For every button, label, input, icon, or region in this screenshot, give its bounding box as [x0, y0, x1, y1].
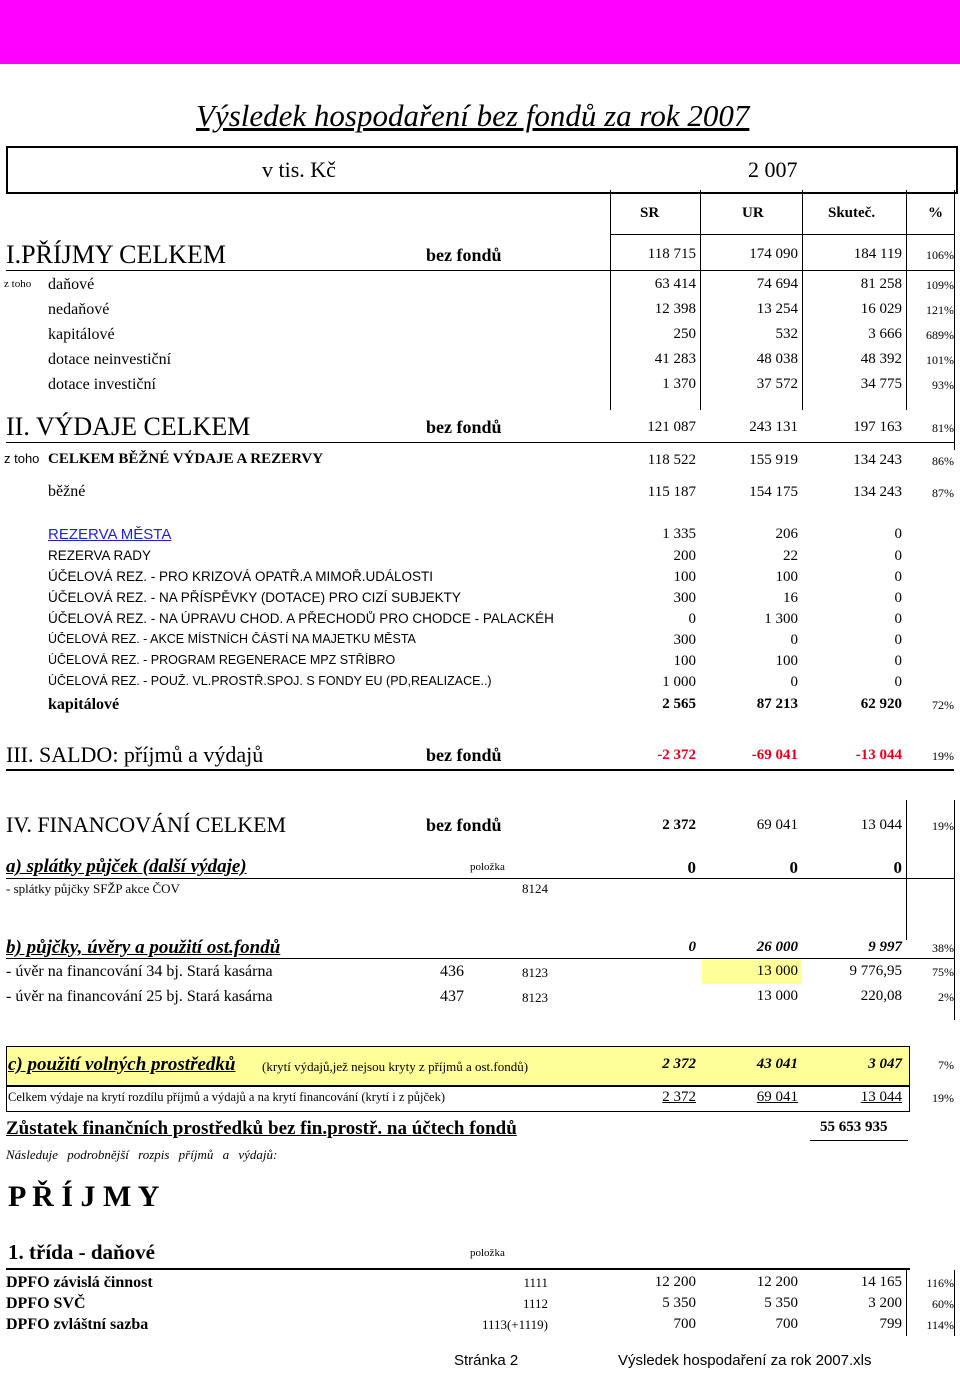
fin-ur: 69 041: [756, 817, 798, 833]
credit-row-label: - úvěr na financování 34 bj. Stará kasárna: [6, 963, 273, 980]
prijmy-row-pct: 101%: [926, 353, 954, 367]
rezerva-row-skut: 0: [894, 569, 902, 585]
fin-celkem-ur: 69 041: [756, 1089, 798, 1105]
bezne-rez-skut: 134 243: [853, 452, 902, 468]
fin-a-label: a) splátky půjček (další výdaje): [6, 856, 247, 877]
grid-line: [906, 800, 907, 940]
fin-celkem-pct: 19%: [932, 1091, 954, 1105]
grid-line: [802, 190, 803, 410]
prijmy-row-skut: 34 775: [860, 376, 902, 392]
credit-row-code: 8123: [522, 990, 548, 1005]
kapitalove-pct: 72%: [932, 698, 954, 712]
bezne-skut: 134 243: [853, 484, 902, 500]
dpfo-row-skut: 799: [879, 1316, 902, 1332]
fin-a-skut: 0: [893, 858, 902, 877]
bezne-rez-pct: 86%: [932, 454, 954, 468]
vydaje-qual: bez fondů: [426, 417, 502, 437]
fin-celkem-sr: 2 372: [662, 1089, 696, 1105]
page-title: Výsledek hospodaření bez fondů za rok 2007: [196, 98, 750, 133]
bezne-sr: 115 187: [647, 484, 696, 500]
credit-row-skut: 9 776,95: [849, 963, 902, 979]
credit-row-ur: 13 000: [756, 988, 798, 1004]
prijmy-ztoho: z toho: [4, 278, 32, 290]
credit-row-num: 436: [440, 963, 464, 980]
fin-b-label: b) půjčky, úvěry a použití ost.fondů: [6, 937, 281, 958]
rezerva-row-skut: 0: [894, 548, 902, 564]
rezerva-row-ur: 100: [775, 569, 798, 585]
rezerva-mesta-link[interactable]: REZERVA MĚSTA: [48, 526, 172, 543]
col-header-skut: Skuteč.: [828, 205, 876, 221]
dpfo-row-label: DPFO SVČ: [6, 1295, 86, 1312]
fin-c-ur: 43 041: [756, 1056, 798, 1072]
col-header-pct: %: [928, 205, 943, 221]
dpfo-row-code: 1111: [523, 1275, 548, 1290]
prijmy-row-pct: 93%: [932, 378, 954, 392]
prijmy-row-skut: 81 258: [860, 276, 902, 292]
fin-a-row-code: 8124: [522, 881, 548, 896]
rezerva-row-label: ÚČELOVÁ REZ. - POUŽ. VL.PROSTŘ.SPOJ. S FONDY EU (PD,REALIZACE..): [48, 674, 492, 688]
prijmy-sr: 118 715: [647, 246, 696, 262]
prijmy-row-label: nedaňové: [48, 301, 110, 318]
col-header-ur: UR: [742, 205, 764, 221]
prijmy-heading: P Ř Í J M Y: [8, 1180, 160, 1213]
kapitalove-ur: 87 213: [756, 696, 798, 712]
dpfo-row-pct: 60%: [932, 1297, 954, 1311]
credit-row-num: 437: [440, 988, 464, 1005]
grid-line: [610, 190, 611, 410]
prijmy-row-skut: 3 666: [868, 326, 902, 342]
rezerva-row-sr: 0: [688, 611, 696, 627]
credit-row-label: - úvěr na financování 25 bj. Stará kasárna: [6, 988, 273, 1005]
footer-page: Stránka 2: [454, 1352, 519, 1369]
fin-b-skut: 9 997: [868, 939, 902, 955]
bezne-label: běžné: [48, 483, 86, 500]
prijmy-row-pct: 121%: [926, 303, 954, 317]
rezerva-row-skut: 0: [894, 611, 902, 627]
credit-row-pct: 75%: [932, 965, 954, 979]
grid-line: [700, 190, 701, 410]
grid-line: [6, 270, 954, 271]
dpfo-row-label: DPFO zvláštní sazba: [6, 1316, 149, 1333]
fin-c-label: c) použití volných prostředků: [8, 1054, 236, 1075]
credit-row-ur: 13 000: [756, 963, 798, 979]
prijmy-pct: 106%: [926, 248, 954, 262]
fin-sr: 2 372: [662, 817, 696, 833]
vydaje-ztoho: z toho: [4, 451, 40, 466]
grid-line: [6, 878, 954, 879]
rezerva-row-skut: 0: [894, 590, 902, 606]
prijmy-title: I.PŘÍJMY CELKEM: [6, 240, 227, 269]
kapitalove-skut: 62 920: [860, 696, 902, 712]
grid-line: [610, 234, 954, 235]
bezne-ur: 154 175: [749, 484, 798, 500]
prijmy-row-pct: 689%: [926, 328, 954, 342]
footer-file: Výsledek hospodaření za rok 2007.xls: [618, 1352, 872, 1369]
vydaje-skut: 197 163: [853, 419, 902, 435]
rezerva-row-label: ÚČELOVÁ REZ. - PROGRAM REGENERACE MPZ STŘÍBRO: [48, 653, 396, 667]
fin-b-ur: 26 000: [756, 939, 798, 955]
prijmy-row-ur: 532: [775, 326, 798, 342]
dpfo-row-label: DPFO závislá činnost: [6, 1274, 153, 1291]
header-box: [6, 146, 958, 194]
dpfo-row-sr: 5 350: [662, 1295, 696, 1311]
prijmy-ur: 174 090: [749, 246, 798, 262]
prijmy-row-sr: 1 370: [662, 376, 696, 392]
dpfo-row-ur: 5 350: [764, 1295, 798, 1311]
saldo-title: III. SALDO: příjmů a výdajů: [6, 742, 264, 767]
fin-b-sr: 0: [688, 939, 696, 955]
dpfo-row-skut: 3 200: [868, 1295, 902, 1311]
prijmy-row-pct: 109%: [926, 278, 954, 292]
grid-line: [906, 190, 907, 410]
credit-row-skut: 220,08: [860, 988, 902, 1004]
dpfo-row-code: 1113(+1119): [481, 1317, 548, 1332]
prijmy-row-skut: 48 392: [860, 351, 902, 367]
rezerva-row-ur: 1 300: [764, 611, 798, 627]
zustatek-value: 55 653 935: [820, 1119, 888, 1135]
unit-label: v tis. Kč: [262, 157, 336, 182]
rezerva-row-sr: 200: [673, 548, 696, 564]
rezerva-row-ur: 0: [790, 674, 798, 690]
rezerva-row-label: REZERVA RADY: [48, 548, 152, 563]
header-band: [0, 0, 960, 64]
rezerva-row-sr: 300: [673, 590, 696, 606]
dpfo-row-ur: 12 200: [756, 1274, 798, 1290]
fin-title: IV. FINANCOVÁNÍ CELKEM: [6, 812, 287, 837]
rezerva-row-ur: 16: [783, 590, 798, 606]
fin-celkem-label: Celkem výdaje na krytí rozdílu příjmů a výdajů a na krytí financování (krytí i z půjček): [8, 1090, 446, 1104]
prijmy-row-sr: 63 414: [654, 276, 696, 292]
rezerva-row-sr: 300: [673, 632, 696, 648]
dpfo-row-pct: 116%: [926, 1276, 954, 1290]
bezne-rez-sr: 118 522: [647, 452, 696, 468]
fin-a-ur: 0: [789, 858, 798, 877]
nasleduje-text: Následuje podrobnější rozpis příjmů a výdajů:: [6, 1147, 278, 1162]
prijmy-row-ur: 37 572: [756, 376, 798, 392]
fin-c-pct: 7%: [938, 1058, 954, 1072]
fin-qual: bez fondů: [426, 815, 502, 835]
zustatek-label: Zůstatek finančních prostředků bez fin.prostř. na účtech fondů: [6, 1118, 517, 1139]
trida-label: 1. třída - daňové: [8, 1240, 155, 1264]
prijmy-skut: 184 119: [853, 246, 902, 262]
credit-row-code: 8123: [522, 965, 548, 980]
rezerva-mesta-ur: 206: [775, 526, 798, 542]
fin-pct: 19%: [932, 819, 954, 833]
prijmy-row-label: dotace investiční: [48, 376, 156, 393]
grid-line: [810, 1140, 908, 1141]
rezerva-row-ur: 22: [783, 548, 798, 564]
grid-line: [954, 1270, 955, 1336]
rezerva-row-label: ÚČELOVÁ REZ. - PRO KRIZOVÁ OPATŘ.A MIMOŘ.UDÁLOSTI: [48, 569, 434, 584]
prijmy-row-ur: 48 038: [756, 351, 798, 367]
fin-c-note: (krytí výdajů,jež nejsou kryty z příjmů a ost.fondů): [262, 1059, 529, 1074]
vydaje-ur: 243 131: [749, 419, 798, 435]
grid-line: [6, 769, 954, 771]
col-header-sr: SR: [640, 205, 660, 221]
prijmy-qual: bez fondů: [426, 245, 502, 265]
year-label: 2 007: [748, 157, 798, 182]
saldo-skut: -13 044: [855, 747, 902, 763]
bezne-rez-label: CELKEM BĚŽNÉ VÝDAJE A REZERVY: [48, 451, 324, 467]
rezerva-row-label: ÚČELOVÁ REZ. - NA ÚPRAVU CHOD. A PŘECHODŮ PRO CHODCE - PALACKÉH: [48, 611, 554, 626]
prijmy-row-ur: 74 694: [756, 276, 798, 292]
dpfo-row-sr: 12 200: [654, 1274, 696, 1290]
prijmy-row-sr: 12 398: [654, 301, 696, 317]
saldo-sr: -2 372: [657, 747, 696, 763]
dpfo-row-code: 1112: [522, 1296, 548, 1311]
grid-line: [954, 190, 955, 450]
fin-a-sr: 0: [687, 858, 696, 877]
prijmy-row-label: kapitálové: [48, 326, 115, 343]
kapitalove-label: kapitálové: [48, 696, 120, 713]
rezerva-row-sr: 1 000: [662, 674, 696, 690]
saldo-qual: bez fondů: [426, 745, 502, 765]
prijmy-row-sr: 250: [673, 326, 696, 342]
rezerva-row-ur: 100: [775, 653, 798, 669]
prijmy-row-sr: 41 283: [654, 351, 696, 367]
prijmy-row-ur: 13 254: [756, 301, 798, 317]
kapitalove-sr: 2 565: [662, 696, 696, 712]
saldo-pct: 19%: [932, 749, 954, 763]
grid-line: [906, 1270, 907, 1336]
vydaje-title: II. VÝDAJE CELKEM: [6, 412, 251, 441]
bezne-rez-ur: 155 919: [749, 452, 798, 468]
dpfo-row-skut: 14 165: [860, 1274, 902, 1290]
grid-line: [6, 1268, 910, 1270]
prijmy-row-label: daňové: [48, 276, 95, 293]
rezerva-row-label: ÚČELOVÁ REZ. - AKCE MÍSTNÍCH ČÁSTÍ NA MAJETKU MĚSTA: [48, 632, 416, 646]
fin-a-row-label: - splátky půjčky SFŽP akce ČOV: [6, 881, 180, 896]
dpfo-row-ur: 700: [775, 1316, 798, 1332]
saldo-ur: -69 041: [751, 747, 798, 763]
rezerva-row-skut: 0: [894, 674, 902, 690]
fin-a-polozka: položka: [470, 861, 505, 873]
dpfo-row-pct: 114%: [926, 1318, 954, 1332]
rezerva-row-sr: 100: [673, 569, 696, 585]
prijmy-row-skut: 16 029: [860, 301, 902, 317]
prijmy-row-label: dotace neinvestiční: [48, 351, 172, 368]
grid-line: [6, 958, 954, 959]
fin-c-skut: 3 047: [868, 1056, 902, 1072]
grid-line: [954, 800, 955, 1020]
rezerva-row-label: ÚČELOVÁ REZ. - NA PŘÍSPĚVKY (DOTACE) PRO CIZÍ SUBJEKTY: [48, 590, 461, 605]
rezerva-mesta-skut: 0: [894, 526, 902, 542]
rezerva-row-ur: 0: [790, 632, 798, 648]
rezerva-row-skut: 0: [894, 632, 902, 648]
bezne-pct: 87%: [932, 486, 954, 500]
fin-celkem-skut: 13 044: [860, 1089, 902, 1105]
credit-row-pct: 2%: [938, 990, 954, 1004]
grid-line: [6, 442, 954, 443]
vydaje-sr: 121 087: [647, 419, 696, 435]
rezerva-row-skut: 0: [894, 653, 902, 669]
fin-c-sr: 2 372: [662, 1056, 696, 1072]
rezerva-row-sr: 100: [673, 653, 696, 669]
vydaje-pct: 81%: [932, 421, 954, 435]
fin-skut: 13 044: [860, 817, 902, 833]
fin-b-pct: 38%: [932, 941, 954, 955]
rezerva-mesta-sr: 1 335: [662, 526, 696, 542]
trida-polozka: položka: [470, 1247, 505, 1259]
dpfo-row-sr: 700: [673, 1316, 696, 1332]
